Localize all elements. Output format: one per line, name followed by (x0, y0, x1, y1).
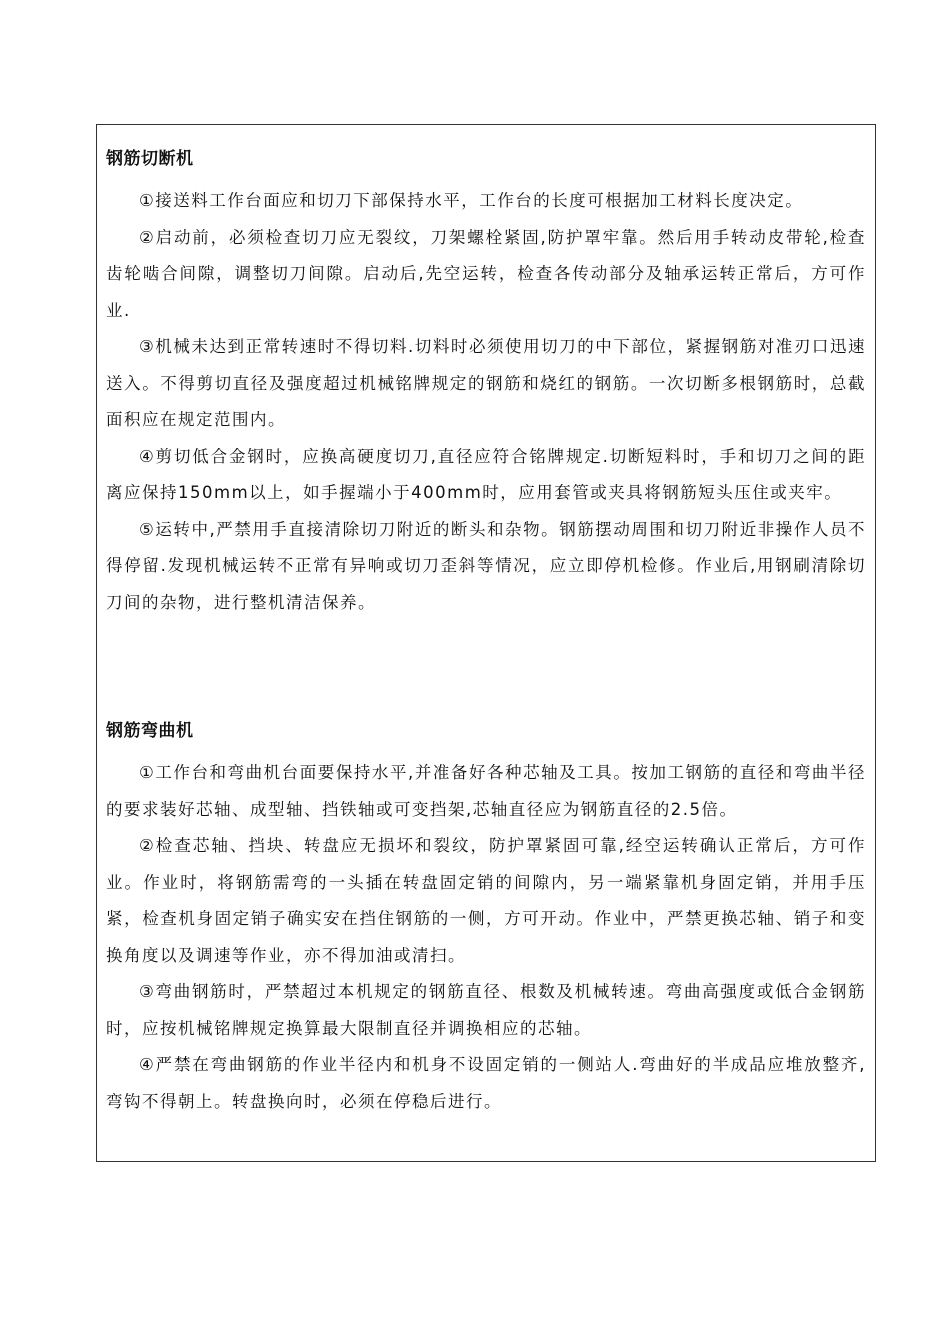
section-bar-cutter (106, 145, 866, 621)
paragraph: ①工作台和弯曲机台面要保持水平,并准备好各种芯轴及工具。按加工钢筋的直径和弯曲半径的要求装好芯轴、成型轴、挡铁轴或可变挡架,芯轴直径应为钢筋直径的2.5倍。 (106, 763, 866, 819)
paragraph: ①接送料工作台面应和切刀下部保持水平，工作台的长度可根据加工材料长度决定。 (139, 191, 804, 210)
paragraph: ②启动前，必须检查切刀应无裂纹，刀架螺栓紧固,防护罩牢靠。然后用手转动皮带轮,检查齿轮啮合间隙，调整切刀间隙。启动后,先空运转，检查各传动部分及轴承运转正常后，方可作业. (106, 227, 866, 320)
section-bar-bender (106, 717, 866, 1120)
section-heading: 钢筋切断机 (106, 149, 194, 169)
paragraph: ②检查芯轴、挡块、转盘应无损坏和裂纹，防护罩紧固可靠,经空运转确认正常后，方可作业。作业时，将钢筋需弯的一头插在转盘固定销的间隙内，另一端紧靠机身固定销，并用手压紧，检查机身固定销子确实安在挡住钢筋的一侧，方可开动。作业中，严禁更换芯轴、销子和变换角度以及调速等作业，亦不得加油或清扫。 (106, 836, 866, 965)
paragraph: ③机械未达到正常转速时不得切料.切料时必须使用切刀的中下部位，紧握钢筋对准刃口迅速送入。不得剪切直径及强度超过机械铭牌规定的钢筋和烧红的钢筋。一次切断多根钢筋时，总截面积应在规定范围内。 (106, 337, 866, 429)
paragraph: ⑤运转中,严禁用手直接清除切刀附近的断头和杂物。钢筋摆动周围和切刀附近非操作人员不得停留.发现机械运转不正常有异响或切刀歪斜等情况，应立即停机检修。作业后,用钢刷清除切刀间的杂物，进行整机清洁保养。 (106, 519, 866, 612)
document-frame (96, 124, 876, 1162)
paragraph: ④严禁在弯曲钢筋的作业半径内和机身不设固定销的一侧站人.弯曲好的半成品应堆放整齐,弯钩不得朝上。转盘换向时，必须在停稳后进行。 (106, 1055, 866, 1111)
paragraph: ③弯曲钢筋时，严禁超过本机规定的钢筋直径、根数及机械转速。弯曲高强度或低合金钢筋时，应按机械铭牌规定换算最大限制直径并调换相应的芯轴。 (106, 982, 866, 1038)
paragraph: ④剪切低合金钢时，应换高硬度切刀,直径应符合铭牌规定.切断短料时，手和切刀之间的距离应保持150mm以上，如手握端小于400mm时，应用套管或夹具将钢筋短头压住或夹牢。 (106, 446, 866, 502)
section-heading: 钢筋弯曲机 (106, 721, 194, 741)
